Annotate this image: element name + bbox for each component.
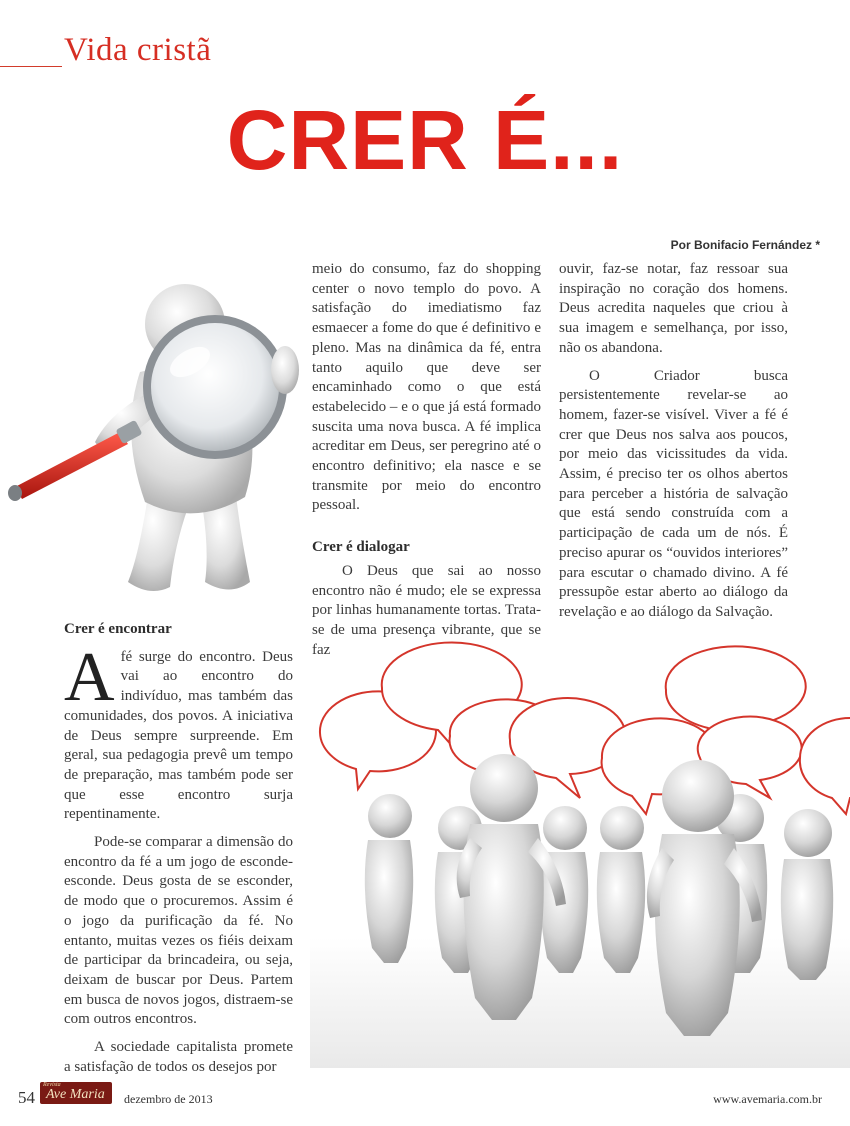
article-column-2 (312, 260, 541, 660)
logo-main-text: Ave Maria (46, 1087, 105, 1102)
paragraph: O Deus que sai ao nosso encontro não é mudo; ele se expressa por linhas humanamente tortas. Trata-se de uma presença vibrante, que se faz (312, 562, 541, 658)
paragraph: Pode-se comparar a dimensão do encontro da fé a um jogo de esconde-esconde. Deus gosta de se esconder, de modo que o procuremos. Assim é o jogo da purificação da fé. No entanto, muitas vezes os fiéis deixam de participar da brincadeira, ou seja, deixam de buscar por Deus. Partem em busca de novos jogos, distraem-se com outros encontros. (64, 834, 293, 1028)
paragraph: meio do consumo, faz do shopping center o novo templo do povo. A satisfação do imediatismo faz esmaecer a fome do que é definitivo e pleno. Mas na dinâmica da fé, entra tanto aquilo que deve ser encaminhado como o que está estabelecido – e o que já está formado suscita uma nova busca. A fé implica acreditar em Deus, ser peregrino até o encontro definitivo; ela nasce e se transmite por meio do encontro pessoal. (312, 261, 541, 514)
section-label: Vida cristã (64, 32, 212, 68)
ave-maria-logo (40, 1082, 112, 1104)
paragraph-text: fé surge do encontro. Deus vai ao encontro do indivíduo, mas também das comunidades, dos povos. A iniciativa de Deus sempre surpreende. Em geral, sua pedagogia prevê um tempo de preparação, mas também pode ser que esse encontro surja repentinamente. (64, 648, 293, 823)
issue-date: dezembro de 2013 (124, 1092, 213, 1106)
paragraph: O Criador busca persistentemente revelar-se ao homem, fazer-se visível. Viver a fé é crer que Deus nos salva aos poucos, por meio das vicissitudes da vida. Assim, é preciso ter os olhos abertos para perceber a história de salvação que está sendo construída com a participação de cada um de nós. É preciso apurar os “ouvidos interiores” para escutar o chamado divino. A fé pressupõe estar aberto ao diálogo da revelação e ao diálogo da Salvação. (559, 367, 788, 620)
website-url: www.avemaria.com.br (713, 1092, 822, 1106)
paragraph: A sociedade capitalista promete a satisfação de todos os desejos por (64, 1039, 293, 1075)
section-rule (0, 66, 62, 67)
page-number: 54 (18, 1088, 35, 1107)
speech-bubble-crowd-illustration (310, 628, 850, 1068)
article-column-3 (559, 260, 788, 623)
byline: Por Bonifacio Fernández * (670, 238, 820, 252)
paragraph: ouvir, faz-se notar, faz ressoar sua inspiração no coração dos homens. Deus acredita naqueles que criou à sua imagem e semelhança, por isso, não os abandona. (559, 261, 788, 356)
logo-small-text: Revista (43, 1082, 61, 1088)
article-column-1 (64, 620, 293, 1077)
magnifier-figure-illustration (0, 262, 312, 602)
subheading-crer-e-encontrar: Crer é encontrar (64, 621, 172, 637)
article-headline: CRER É... (226, 93, 624, 187)
paragraph (64, 638, 293, 825)
subheading-crer-e-dialogar: Crer é dialogar (312, 539, 410, 556)
drop-cap: A (64, 638, 115, 716)
